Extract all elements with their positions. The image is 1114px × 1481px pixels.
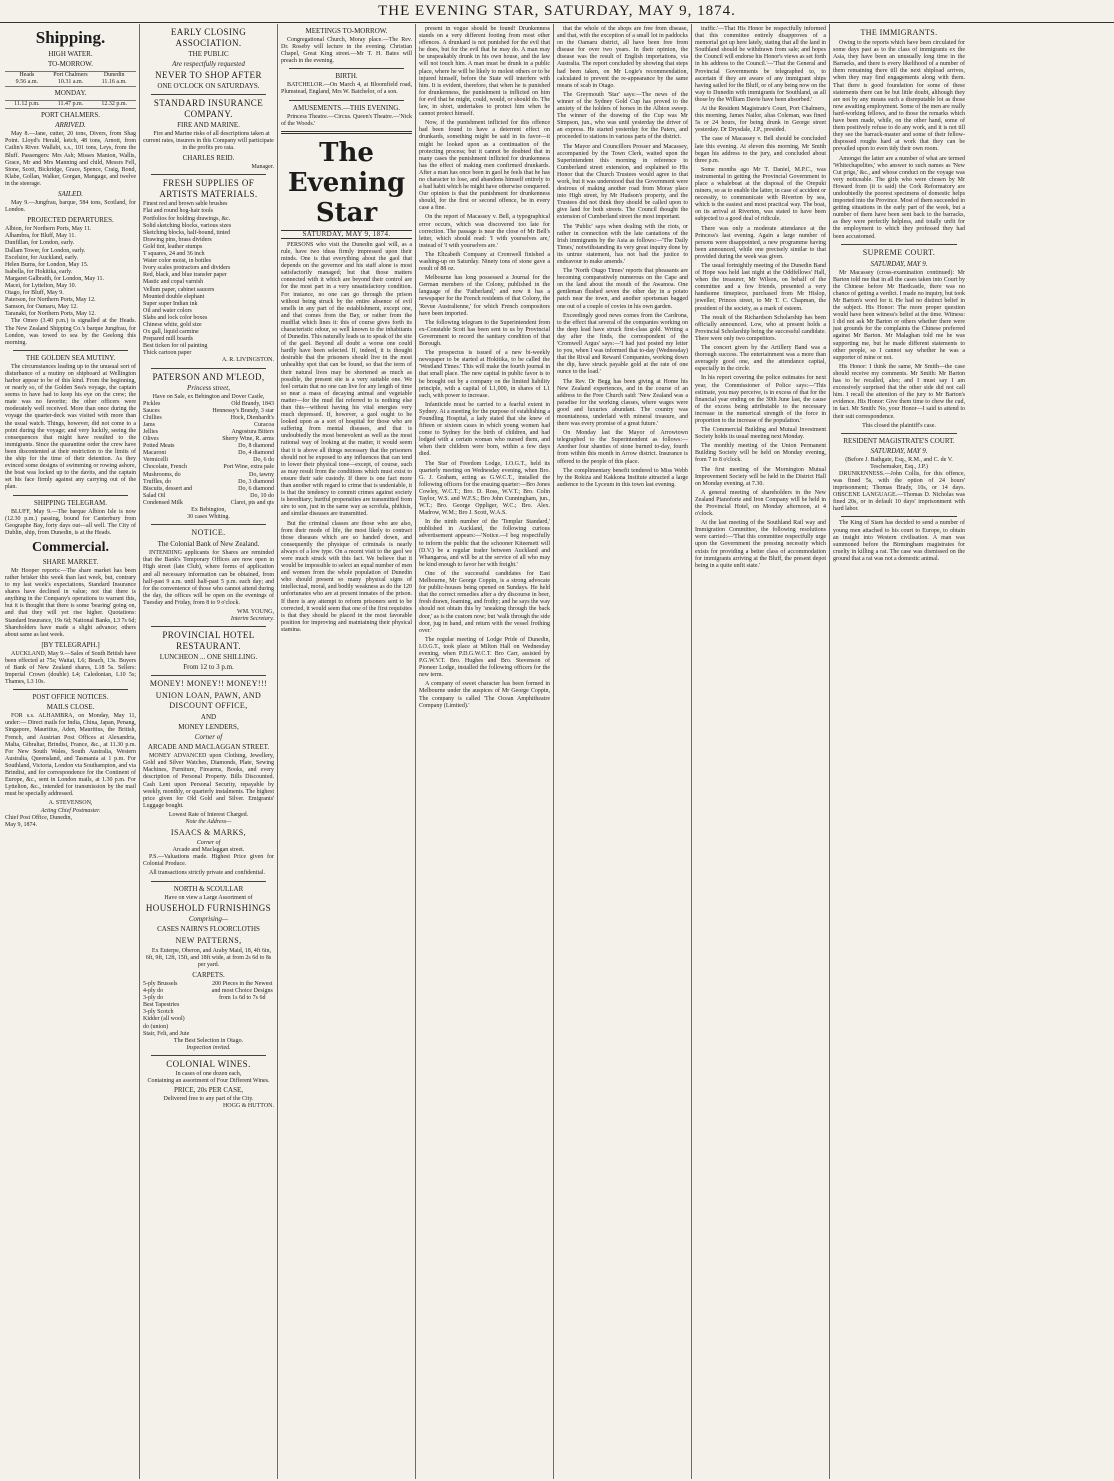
news-paragraph: In the ninth number of the 'Templar Standard,' published in Auckland, the following curious advertisement appears:—'Notice.—I beg respectfully to inform the public that the schooner Kiteemett will (D.V.) be a regular trader between Auckland and Whangaroa, and will be at the service of all who may be kind enough to favor her with freight.' [419, 519, 550, 568]
news-paragraph: The Mayor and Councillors Prosser and Macassey, accompanied by the Town Clerk, waited upon the Superintendent this morning in reference to Cumberland street extension, and explained to His Honor that the Church Trustees would agree to that work, but it was understood that the Government were desirous of making another road from Moray place into High street, by Mr Hudson's property, and the Trustees did not think they should be called upon to give land for both streets. The Council thought the extension of Cumberland street the most important. [557, 143, 688, 221]
list-item: Flat and round hog-hair tools [143, 208, 213, 215]
news-paragraph: The 'North Otago Times' reports that pheasants are becoming comparatively numerous on the Cape and on the land about the mouth of the Awamoa. One gentleman flushed seven the other day in a potato patch near the town, and another sportsman bagged one out of a couple of covies in his own garden. [557, 268, 688, 310]
list-item: 3-ply do [143, 995, 164, 1002]
item-right: Do, 8 diamond [238, 443, 274, 450]
news-paragraph: The following telegram to the Superintendent from ex-Constable Scott has been sent to us by Provincial Government to record the sanitary condition of that Borough. [419, 319, 550, 348]
leader-text: But the criminal classes are those who are also, from their mode of life, the most likely to contract those diseases which are so handed down, and consequently the physique of criminals is nearly always of a low type. On a recent visit to the gaol we were much struck with this fact. We believe that it would be impossible to select an equal number of men and women from the whole population of Dunedin who should present so many physical signs of intellectual, moral, and bodily weakness as do the 120 unfortunates who are at present inmates of the prison. If there is any attempt to reform prisoners sent to be corrected, it would seem that one of the first requisites is that they should be placed in the most favorable position for improving and maintaining their physical stamina. [281, 520, 412, 633]
news-paragraph: Infanticide must be carried to a fearful extent in Sydney. At a meeting for the purpose of establishing a Foundling Hospital, a lady stated that she knew of fifteen or sixteen cases in which young women had come to Sydney for the birth of children, and had lodged with a certain woman who nursed them, and when their children were born, within a few days died. [419, 401, 550, 458]
news-paragraph: The first meeting of the Mornington Mutual Improvement Society will be held in the District Hall on Monday evening, at 7.30. [695, 466, 826, 487]
list-item: Chinese white, gold size [143, 321, 202, 328]
list-item: Vellum paper, cabinet saucers [143, 286, 215, 293]
tide-time: 11.16 a.m. [101, 79, 127, 86]
item-right: Claret, pts and qts [230, 499, 274, 506]
tide-place: Dunedin [103, 72, 125, 78]
news-paragraph: The case of Macassey v. Bell should be concluded late this evening. At eleven this morning, Mr Smith began his address to the jury, and concluded about three p.m. [695, 136, 826, 164]
notice-heading: NOTICE. [191, 528, 226, 538]
news-paragraph: On Monday last the Mayor of Arrowtown telegraphed to the Superintendent as follows:—Another four shanties of stone burned to-day, fourth from within this month in Arrow district. Insurance is offered to the people of this place. [557, 430, 688, 465]
list-item [143, 472, 274, 479]
list-item: 5-ply Brussels [143, 980, 178, 987]
telegram-text: BLUFF, May 9.—The barque Albion Isle is now (12.30 p.m.) passing, bound for Canterbury from Geographe Bay, forty days out—all well. The City of Dublin, ship, from Dunedin, is at the Heads. [5, 508, 136, 536]
paterson-sub: Princess street, [187, 383, 230, 392]
tide-time: 9.56 a.m. [15, 79, 38, 86]
divider [151, 368, 266, 369]
paterson-heading: PATERSON AND M'LEOD, [152, 371, 265, 382]
evening-star-banner: The Evening Star [287, 137, 406, 228]
list-item: Best Tapestries [143, 1002, 180, 1009]
colonial-wines-text: Containing an assortment of Four Different Wines. [147, 1077, 270, 1084]
news-paragraph: There was only a moderate attendance at the Princess's last evening. Again a large number of persons were disappointed, a new programme having been announced, while one precisely similar to that provided during the week was given. [695, 225, 826, 260]
carpet-list [143, 981, 207, 1038]
list-item: Ox gall, liquid carmine [143, 329, 199, 336]
column-advertisements [140, 24, 278, 1479]
list-item: Helen Burns, for London, May 15. [5, 261, 89, 268]
notice-text: INTENDING applicants for Shares are reminded that the Bank's Temporary Offices are now open in High street (late Club), where forms of application and all necessary information can be obtained, from half-past 9 a.m. until half-past 5 p.m. each day; and for the convenience of those who cannot attend during the day, the offices will be open on the evenings of Tuesday and Friday, from 8 to 9 o'clock. [143, 550, 274, 606]
item-left: Jams [143, 421, 155, 428]
list-item [143, 457, 274, 464]
news-paragraph: In his report covering the police estimates for next year, the Commissioner of Police says:—'This estimate, you may perceive, is in excess of that for the financial year ending on the 30th June last, the cause of the excess being attributable to the necessary increase in the numerical strength of the force in proportion to the increase of the population.' [695, 375, 826, 424]
colonial-wines-price: PRICE, 20s PER CASE, [173, 1086, 244, 1095]
paterson-foot: 30 cases Whiting. [187, 514, 230, 521]
divider [841, 516, 957, 517]
leader-text: PERSONS who visit the Dunedin gaol will, as a rule, have two ideas firmly impressed upon their minds. One is that everything about the gaol that depends on the governor and his staff alone is most satisfactorily managed; but that those matters connected with it which are beyond their control are for the most part in a very unsatisfactory condition. For instance, no one can go through the prison without being struck by the entire absence of evil smells in any part of the establishment, except one, and that comes from the Bay, or rather from the mudflat which lines it: this of course gives forth its characteristic odour, so well known to the inhabitants of Dunedin. This naturally leads us to speak of the site of the gaol. Beyond all doubt a worse one could hardly have been selected. If, indeed, it is thought desirable that the prisoners should live in the most unhealthy spot that can be found, so that the term of their natural lives may be shortened as much as possible, the present site is a very suitable one. We feel certain that no one can live for any length of time so near a mass of decaying animal and vegetable matter—for the mud flat referred to is nothing else than this—without having his vital energies very much depressed. If, however, a gaol ought to be looked upon as a sort of hospital for those who are suffering from mental diseases, and that is undoubtedly the most benevolent as well as the most rational way of looking at the matter, it would seem that it is above all things necessary that the prisoners should not be exposed to any influences that can tend to lower their physical tone—except, of course, such as may result from the conditions which must exist to ensure their safe custody. If there is one fact more than another with regard to crime that is undeniable, it is that the tendency to commit crimes against society is hereditary; hurtful propensities are transmitted from sire to son, just in the same way as scrofula, phthisis, and similar diseases are transmitted. [281, 241, 412, 518]
arrived-heading: ARRIVED. [55, 121, 86, 130]
news-paragraph: The King of Siam has decided to send a number of young men attached to his court to Europe, to obtain an insight into Western civilisation. A man was summoned before the Birmingham magistrates for cruelty in killing a rat. The case was dismissed on the ground that a rat was not a domestic animal. [833, 520, 965, 562]
news-paragraph: traffic.'—That His Honor be respectfully informed that this committee entirely disapproves of a memorial got up here lately, stating that all the land in Southland should be withdrawn from sale; and hopes the Council will endorse his Honor's views as set forth in his address to the Council.'—'That the General and Provincial Governments be telegraphed to, to ascertain if they are aware of any immigrant ships having sailed for the Bluff, or of any being now on the way to Dunedin with immigrants for Southland, as all those by the William Davie have been absorbed.' [695, 26, 826, 103]
supreme-court-date: SATURDAY, MAY 9. [870, 259, 928, 268]
list-item [143, 493, 274, 500]
supreme-court-heading: SUPREME COURT. [862, 247, 936, 257]
union-ps: P.S.—Valuations made. Highest Price given for Colonial Produce. [143, 854, 274, 868]
union-corner: Corner of [196, 840, 221, 847]
early-closing-line: NEVER TO SHOP AFTER [155, 70, 262, 80]
divider [151, 174, 266, 175]
divider [289, 68, 404, 69]
news-paragraph: Now, if the punishment inflicted for this offence had been found to have a deterrent effect on drunkards, something might be said in its favor—it might be looked upon as a continuation of the protecting process; but it cannot be doubted that in many cases the punishment inflicted for drunkenness has the effect of making men confirmed drunkards. After a man has once been in gaol he feels that he has no character to lose, and abandons himself entirely to a bad habit which he might have otherwise conquered. Our opinion is that the punishment for drunkenness should, for the first or second offence, be in every case a fine. [419, 120, 550, 212]
union-sub: ARCADE AND MACLAGGAN STREET. [147, 743, 270, 752]
news-paragraph: A company of sweet character has been formed in Melbourne under the auspices of Mr George Coppin, The company is called 'The Ocean Amphitheatre Company (Limited).' [419, 681, 550, 709]
item-right: Do, 10 do [250, 492, 274, 499]
provincial-hotel-heading: PROVINCIAL HOTEL RESTAURANT. [162, 630, 255, 652]
column-leader [278, 24, 416, 1479]
item-right: Hennessy's Brandy, 3 star [212, 407, 274, 414]
news-paragraph: At the last meeting of the Southland Rail way and Immigration Committee, the following resolutions were carried:—'That this committee respectfully urge upon the Government the pressing necessity which exists for providing a better class of accommodation for immigrants arriving at the Bluff, the present depot being in a quite unfit state.' [695, 520, 826, 569]
news-paragraph: A general meeting of shareholders in the New Zealand Pianoforte and Iron Company will be held in the Provincial Hotel, on Monday afternoon, at 4 o'clock. [695, 489, 826, 518]
supreme-court-text: His Honor: I think the same, Mr Smith—the case should receive my comments. Mr Smith: Mr Barton has to be recalled, also; and I must say I am excessively surprised that the other side did not call him. I recall the attention of the jury to Mr Barton's evidence. His Honor: Give them time to chew the cud, in fact. Mr Smith: No, your Honor—I said to attend to their suit correspondence. [833, 363, 965, 420]
list-item: Portfolios for holding drawings, &c. [143, 215, 231, 222]
telegraph-heading: [BY TELEGRAPH.] [41, 640, 100, 649]
news-paragraph: The prospectus is issued of a new bi-weekly newspaper to be started at Hokitika, to be called the 'Westland Times.' This will make the fourth journal in that small place. The new capital in public favor is to be brought out by a company on the limited liability principle, with a capital of L1,000, in shares of L1 each, with power to increase. [419, 350, 550, 399]
list-item [143, 401, 274, 408]
list-item: Isabella, for Hokitika, early. [5, 268, 73, 275]
union-address: Note the Address— [185, 819, 232, 825]
north-scoullar-heading: NORTH & SCOULLAR [173, 884, 244, 893]
divider [281, 131, 412, 134]
colonial-wines-heading: COLONIAL WINES. [166, 1058, 251, 1069]
union-name: ISAACS & MARKS, [170, 828, 247, 838]
item-left: Potted Meats [143, 443, 175, 450]
standard-insurance-signature: CHARLES REID. [182, 154, 235, 163]
item-left: Salad Oil [143, 492, 166, 499]
early-closing-heading: EARLY CLOSING ASSOCIATION. [170, 27, 247, 48]
item-left: Olives [143, 436, 159, 443]
immigrants-text: Owing to the reports which have been circulated for some days past as to the class of immigrants ex the Asia, they have been an unusually long time in the Barracks, and there is every likelihood of a number of them remaining there till the next shipload arrives, when they may find engagements along with them. That there is good foundation for some of these statements there can be but little doubt, although they are not by any means such a disreputable lot as those now awaiting employment. Some of the men are really hard-working fellows, and to those the remarks which have been made, while, on the other hand, some of them positively refuse to do any work, and it is not till they see the barrack-master and some of their fellow-dispossed roughs hard at work that they can be prevailed upon to even tidy their own room. [833, 40, 965, 153]
item-right: Hock, Dienhardt's [230, 414, 274, 421]
list-item [143, 429, 274, 436]
union-sub: MONEY LENDERS, [178, 723, 239, 732]
early-closing-line: ONE O'CLOCK ON SATURDAYS. [157, 82, 260, 90]
column-shipping [2, 24, 140, 1479]
divider [13, 350, 128, 351]
notice-sub: The Colonial Bank of New Zealand. [157, 540, 260, 549]
supreme-court-text: Mr Macassey (cross-examination continued): Mr Barton told me that in all the cases taken into Court by the Chinese before Mr Hardcastle, there was no chance of getting a verdict. I made no inquiry, but took Mr Barton's word for it. He had no distinct belief in the subject. His Honor: The more proper question would have been witness's belief at the time. Witness: I did not ask Mr Barton or others whether there were just grounds for the complaints the Chinese preferred against Mr Barton. Mr Malaghan told me he was supporting me, but he made different statements to other people, so I cannot say whether he was a supporter of mine or not. [833, 269, 965, 361]
news-paragraph: The usual fortnightly meeting of the Dunedin Band of Hope was held last night at the Oddfellows' Hall, when the treasurer, Mr Wilson, on behalf of the committee and a few friends, presented a very handsome timepiece, purchased from Mr Hislop, jeweller, Princes street, to Mr T. C. Chapman, the president of the society, as a mark of esteem. [695, 263, 826, 312]
news-paragraph: The monthly meeting of the Union Permanent Building Society will be held on Monday evening, from 7 to 8 o'clock. [695, 443, 826, 464]
list-item: Samson, for Oamaru, May 12. [5, 304, 78, 311]
list-item: Slabs and lock color boxes [143, 314, 208, 321]
birth-text: BATCHELOR.—On March 4, at Bloomfield road, Plumstead, England, Mrs W. Batchelor, of a son. [281, 82, 412, 96]
money-heading: MONEY! MONEY!! MONEY!!! [149, 679, 268, 689]
departures-heading: PROJECTED DEPARTURES. [27, 216, 114, 225]
union-rate: Lowest Rate of Interest Charged. [168, 811, 249, 818]
item-left: Jellies [143, 429, 158, 435]
news-paragraph: The 'Public' says when dealing with the riots, or rather in connection with the late cantations of the Irish immigrants by the Asia as follows:—'The Daily Times,' notwithstanding its very great inquiry done by its untrue statement, has not had the justice to endeavour to make amends.' [557, 223, 688, 265]
sailed-text: May 9.—Jungfrau, barque, 584 tons, Scotland, for London. [5, 200, 136, 214]
carpet-note: 200 Pieces in the Newest and most Choice Designs from 1s 6d to 7s 6d [211, 980, 273, 1002]
list-item: Drawing pins, brass dividers [143, 236, 212, 243]
news-paragraph: The Star of Freedom Lodge, I.O.G.T., held its quarterly meeting on Wednesday evening, when Bro. G. J. Graham, acting as G.W.C.T., installed the following officers for the ensuing quarter:—Bro Jones Cowley, W.C.T.; Bro. D. Ross, W.V.T.; Bro. Colin Taylor, W.S. and W.F.S.; Bro John Cunningham, jun., W.T.; Bro. George Oppliger, W.C.; Bro. Alex. Madrow, W.M.; Bro J. Scott, W.A.S. [419, 460, 550, 517]
divider [841, 244, 957, 245]
amusements-text: Princess Theatre.—Circus. Queen's Theatre.—'Nick of the Woods.' [281, 113, 412, 127]
colonial-wines-delivery: Delivered free to any part of the City. [163, 1096, 254, 1103]
news-paragraph: The Greymouth 'Star' says:—The news of the winner of the Sydney Gold Cup has proved to the anxiety of the holders of horses in the Albion sweep. The winner of the drawing of the Cup was Mr Simpson, jun., who was until yesterday the driver of an express. He started yesterday for the Paters, and proceeded to stations in various parts of the district. [557, 91, 688, 141]
list-item [143, 450, 274, 457]
news-paragraph: The concert given by the Artillery Band was a thorough success. The entertainment was a more than averagely good one, and the attendance capital, especially in the circle. [695, 345, 826, 373]
item-left: Mushrooms, do [143, 471, 181, 478]
standard-insurance-sub: FIRE AND MARINE. [177, 121, 240, 129]
news-paragraph: Melbourne has long possessed a Journal for the German members of the Colony, published in the language of the 'Fatherland,' and now it has a newspaper for the French residents of that Colony, the 'Revue Australienne,' for which French compositors have been imported. [419, 275, 550, 317]
item-right: Sherry Wine, R. arms [222, 436, 274, 443]
item-left: Macaroni [143, 450, 166, 457]
carpet-inspection: Inspection invited. [186, 1044, 231, 1051]
tide-time: 11.12 p.m. [14, 101, 40, 108]
list-item: Mounted double elephant [143, 293, 205, 300]
standard-insurance-text: Fire and Marine risks of all descriptions taken at current rates, insurers in this Company will participate in the profits pro rata. [143, 131, 274, 152]
list-item [143, 422, 274, 429]
divider [151, 524, 266, 525]
rm-court-date: SATURDAY, MAY 9. [870, 446, 928, 455]
rm-court-bench: (Before J. Bathgate, Esq., R.M., and C. de V. Teschemaker, Esq., J.P.) [845, 456, 953, 470]
list-item: 3-ply Scotch [143, 1009, 174, 1016]
colonial-wines-text: In cases of one dozen each, [175, 1070, 242, 1077]
list-item: Solid sketching blocks, various sizes [143, 222, 232, 229]
high-water-heading: HIGH WATER. [48, 50, 93, 58]
column-news-3 [692, 24, 830, 1479]
sailed-heading: SAILED. [57, 190, 84, 199]
standard-insurance-heading: STANDARD INSURANCE COMPANY. [153, 98, 264, 119]
early-closing-line: THE PUBLIC [188, 50, 229, 58]
fresh-supplies-list [143, 201, 274, 357]
list-item: do (union) [143, 1023, 169, 1030]
news-paragraph: The result of the Richardson Scholarship has been officially announced. Low, who at present holds a Provincial Scholarship being the successful candidate. There were only two competitors. [695, 314, 826, 342]
telegraph-text: AUCKLAND, May 9.—Sales of South British have been effected at 75s; Waitai, L6; Beach, 13s. Buyers of Bank of New Zealand shares, L18 5s. Sellers: Imperial Crown (double) L4; Caledonian, L10 5s; Thames, L3 10s. [5, 650, 136, 686]
post-signature-role: Acting Chief Postmaster. [40, 807, 101, 814]
carpets-heading: CARPETS. [192, 970, 225, 979]
news-paragraph: At the Resident Magistrate's Court, Port Chalmers, this morning, James Nailor, alias Coleman, was fined 5s or 24 hours, for being drunk in George street yesterday. Dr Drysdale, J.P., presided. [695, 106, 826, 134]
telegram-heading: SHIPPING TELEGRAM. [34, 498, 107, 507]
list-item: Paterson, for Northern Ports, May 12. [5, 297, 96, 304]
list-item: 4-ply do [143, 988, 164, 995]
birth-heading: BIRTH. [335, 72, 358, 81]
page-columns [2, 24, 1112, 1479]
news-paragraph: The Elizabeth Company at Cromwell finished a washing-up on Saturday. Ninety tons of stone gave a result of 88 oz. [419, 251, 550, 273]
post-date: May 9, 1874. [5, 821, 37, 828]
divider [151, 675, 266, 676]
household-text: Ex Euterpe, Oberon, and Araby Maid, 18, 4ft 6in, 6ft, 9ft, 12ft, 15ft, and 18ft wide, at from 2s 6d to 8s per yard. [145, 947, 272, 968]
list-item: Dunfillan, for London, early. [5, 240, 75, 247]
union-street: Arcade and Maclaggan street. [172, 847, 245, 854]
meetings-text: Congregational Church, Moray place.—The Rev. Dr. Roseby will lecture in the evening. Christian Chapel, Great King street.—Mr T. H. Bates will preach in the evening. [281, 37, 412, 65]
colonial-wines-signature: HOGG & HUTTON. [222, 1103, 274, 1110]
shipping-notes: The Omeo (3.40 p.m.) is signalled at the Heads. The New Zealand Shipping Co.'s barque Jungfrau, for London, was towed to sea by the Geelong this morning. [5, 318, 136, 346]
list-item: Stair, Felt, and Jute [143, 1030, 190, 1037]
item-right: Curacoa [254, 421, 274, 428]
list-item: Finest red and brown sable brushes [143, 201, 228, 208]
early-closing-line: Are respectfully requested [172, 60, 245, 68]
news-paragraph: On the report of Macassey v. Bell, a typographical error occurs, which was discovered too late for correction. The passage is near the close of Mr Bell's letter, which should read: 'I with yourselves are,' instead of 'I with yourselves are.' [419, 214, 550, 249]
carpet-block [143, 981, 274, 1038]
tide-cell [5, 72, 49, 86]
list-item: Red, black, and blue transfer paper [143, 272, 227, 279]
item-right: Old Brandy, 1843 [231, 400, 274, 407]
divider [13, 689, 128, 690]
tide-monday: MONDAY. [54, 89, 87, 98]
dateline: SATURDAY, MAY 9, 1874. [281, 230, 412, 239]
list-item: Sketching blocks, half-bound, tinted [143, 229, 231, 236]
rm-court-heading: RESIDENT MAGISTRATE'S COURT. [843, 436, 955, 445]
column-news-1 [416, 24, 554, 1479]
list-item [143, 436, 274, 443]
carpet-selection: The Best Selection in Otago. [173, 1037, 244, 1044]
tide-time: 11.47 p.m. [57, 101, 84, 108]
column-news-2 [554, 24, 692, 1479]
divider [841, 433, 957, 434]
divider [13, 495, 128, 496]
list-item: Mastic and copal varnish [143, 279, 204, 286]
tide-time: 12.32 p.m. [101, 101, 128, 108]
notice-signature: WM. YOUNG, [237, 608, 274, 615]
mutiny-heading: THE GOLDEN SEA MUTINY. [25, 353, 116, 362]
news-paragraph: The Rev. Dr Begg has been giving at Home his New Zealand experiences, and in the course of an address to the Free Church said: 'New Zealand was a paradise for the working classes, where wages were good and luxuries abundant. The country was mountainous, underlaid with mineral treasure, and there was every promise of a great future.' [557, 378, 688, 428]
departures-list [5, 226, 136, 318]
union-confidential: All transactions strictly private and confidential. [149, 870, 265, 877]
union-sub: AND [200, 713, 217, 722]
list-item: Super super Indian ink [143, 300, 198, 307]
mails-close-heading: MAILS CLOSE. [46, 703, 95, 712]
item-left: Sauces [143, 407, 160, 414]
paterson-foot: Ex Bebington, [191, 507, 226, 514]
tide-cell [49, 72, 93, 86]
share-market-heading: SHARE MARKET. [42, 557, 99, 566]
item-left: Pickles [143, 400, 161, 407]
list-item [143, 500, 274, 507]
item-right: Do, 6 do [253, 457, 274, 464]
item-left: Truffles, do [143, 478, 172, 485]
list-item: Alhambra, for Bluff, May 11. [5, 233, 76, 240]
list-item [143, 408, 274, 415]
post-place: Chief Post Office, Dunedin, [5, 814, 73, 821]
list-item: Prepared mill boards [143, 336, 193, 343]
item-left: Biscuits, dessert and [143, 485, 193, 492]
immigrants-text: Amongst the latter are a number of what are termed 'Whitechapelites,' who answer to such names as 'New Cut prigs,' &c., and whose conduct on the voyage was very noticeable. The girls who were chosen by Mr Howard from (it is said) the Cork Reformatory are undoubtedly the poorest specimens of domestic helps imported into the Province. Most of them succeeded in getting situations in the early part of the week, but a number of them have been sent back to the barracks, as they were perfectly helpless, and totally unfit for the employment to which they professed they had been accustomed. [833, 155, 965, 240]
item-right: Do, 4 diamond [238, 450, 274, 457]
list-item: T squares, 24 and 36 inch [143, 251, 205, 258]
list-item [143, 464, 274, 471]
paterson-list [143, 401, 274, 507]
list-item [143, 479, 274, 486]
tide-place: Port Chalmers [53, 72, 88, 78]
list-item: Margaret Galbraith, for London, May 11. [5, 275, 104, 282]
union-text: MONEY ADVANCED upon Clothing, Jewellery, Gold and Silver Watches, Diamonds, Plate, Sewing Machines, Furniture, Firearms, Books, and every description of Personal Property. Bills Discounted. Cash Lent upon Personal Security, repayable by weekly, monthly, or quarterly instalments. The highest price given for Old Gold and Silver. Emigrants' Luggage bought. [143, 753, 274, 809]
list-item: Kidder (all wool) [143, 1016, 185, 1023]
divider [151, 626, 266, 627]
immigrants-heading: THE IMMIGRANTS. [860, 28, 938, 37]
port-heading: PORT CHALMERS. [41, 111, 100, 120]
news-paragraph: that the whole of the shops are free from disease, and that, with the exception of a small lot in paddocks on the Oamaru district, all have been free from disease for over two years. In their opinion, the disease was the result of English importations, via Australia. The report concluded by showing that steps had been taken, on Mr Logie's recommendation, calculated to prevent the re-appearance by the same means of scab in Otago. [557, 26, 688, 89]
household-cases: CASES NAIRN'S FLOORCLOTHS [157, 924, 260, 933]
item-left: Vermicelli [143, 457, 168, 464]
standard-insurance-role: Manager. [251, 164, 274, 171]
divider [151, 94, 266, 95]
item-right: Do, 3 diamond [238, 478, 274, 485]
item-right: Angostura Bitters [231, 429, 274, 435]
amusements-heading: AMUSEMENTS.—THIS EVENING. [292, 103, 401, 112]
news-paragraph: Some months ago Mr T. Daniel, M.P.C., was instrumental in getting the Provincial Government to place a whaleboat at the disposal of the Orepuki miners, so as to enable the latter, in case of accident or necessity, to communicate with Riverton by sea, which is the easiest and most practical way. The boat, on its arrival at Riverton, was stated to have been subjected to a good deal of ridicule. [695, 166, 826, 223]
list-item: Oil and water colors [143, 307, 192, 314]
list-item [143, 486, 274, 493]
divider [151, 1055, 266, 1056]
share-market-text: Mr Hooper reports:—The share market has been rather brisker this week than last week, but, contrary to my last week's expectations, Standard Insurance shares have declined in value; not that there is anything in the Company's operations to warrant this, but it is thought that there is some 'bearing' going on, and that they will yet rise higher. Quotations: Standard Insurance, 19s 6d; National Banks, L3 7s 6d; Shareholders have made a slight advance; others about same as last week. [5, 567, 136, 638]
union-heading: UNION LOAN, PAWN, AND DISCOUNT OFFICE, [155, 691, 262, 711]
divider [151, 881, 266, 882]
post-office-heading: POST OFFICE NOTICES. [32, 693, 109, 702]
list-item: Taranaki, for Northern Ports, May 12. [5, 311, 96, 318]
shipping-heading: Shipping. [35, 28, 106, 47]
item-left: Chillies [143, 414, 162, 421]
news-paragraph: One of the successful candidates for East Melbourne, Mr George Coppin, is a strong advocate for public-houses being opened on Sundays. He held that the correct remedies after a dry discourse in beer, fresh drawn, foaming, and frothy; and he says the way should not obtain this by 'sneaking through the back door,' as is the custom now; but 'walk through the side door, jug in hand, and return with the vessel frothing over.' [419, 570, 550, 634]
list-item: Best ticken for oil painting [143, 343, 208, 350]
item-left: Condensed Milk [143, 499, 183, 506]
news-paragraph: The complimentary benefit tendered to Miss Webb by the Rokiza and Kakkona Institute attracted a large audience to the Lyceum in this town last evening. [557, 467, 688, 488]
tide-time: 10.31 a.m. [57, 79, 84, 86]
divider [289, 100, 404, 101]
list-item [143, 443, 274, 450]
list-item: Ivory scales protractors and dividers [143, 265, 231, 272]
union-sub: Corner of [194, 733, 223, 742]
list-item: Gold tint, leather stumps [143, 243, 203, 250]
list-item: Dallam Tower, for London, early. [5, 247, 86, 254]
fresh-supplies-signature: A. R. LIVINGSTON. [221, 357, 274, 364]
list-item: Excelsior, for Auckland, early. [5, 254, 79, 261]
paterson-text: Have on Sale, ex Bebington and Dover Castle, [152, 393, 265, 400]
list-item: Water color moist, in bottles [143, 258, 212, 265]
news-paragraph: The Commercial Building and Mutual Investment Society holds its usual meeting next Monday. [695, 427, 826, 441]
tide-table-am [5, 71, 136, 87]
north-scoullar-text: Have on view a Large Assortment of [164, 894, 253, 901]
supreme-court-close: This closed the plaintiff's case. [862, 422, 936, 429]
news-paragraph: present in vogue should be found! Drunkenness stands on a very different footing from most other offences. A drunkard is not punished for the evil that he does, but for the evil that he may do. A man may be unspeakably drunk in his own house, and the law will not touch him. A man must be drunk in a public place, where he will be likely to molest others or to be injured himself, before the State will interfere with him. It is evident, therefore, that when he is punished for drunkenness, the punishment is inflicted on him for evil that he might, could, would, or should do. The law, in short, undertakes to protect him when he cannot protect himself. [419, 26, 550, 118]
post-office-text: FOR s.s. ALHAMBRA, on Monday, May 11, under:— Direct mails for India, China, Japan, Penang, Singapore, Mauritius, Aden, Mauritius, the British, French, and Austrian Post Offices at Alexandria, Malta, Gibraltar, Brindisi, France, &c., at 11.30 p.m. For New South Wales, South Australia, Western Australia, Queensland, and Tasmania at 1 p.m. For Southland, Victoria, London via Southampton, and via Brindisi, and for correspondence for the Continent of Europe, &c., sent in London mails, at 1.30 p.m. For Lyttelton, &c., intended for transmission by the mail must be specially addressed. [5, 713, 137, 798]
mutiny-text: The circumstances leading up to the unusual sort of disturbance of a mutiny on shipboard at Wellington harbor appear to be of this kind. From the beginning, or nearly so, of the Golden Sea's voyage, the captain seems to have had to keep his eye on the crew; the mate was no favorite; the other officers were moderately well received. More than once during the voyage the quarter-deck was visited with more than the usual watch. Things, however, did not come to a point during the voyage; and very luckily, seeing the consequences that might have resulted to the immigrants. Since the quarantine order the crew have been discontented at their restriction to the limits of the ship for the time of their detention. As they evinced some designs of swimming or rowing ashore, the boat was locked up to the davits, and the captain set his face firmly against any carrying out of the plan. [5, 363, 136, 491]
rm-court-text: DRUNKENNESS.—John Collis, for this offence, was fined 5s, with the option of 24 hours' imprisonment; Thomas Brady, 10s, or 14 days. OBSCENE LANGUAGE.—Thomas D. Nicholas was fined 20s, or in default 10 days' imprisonment with hard labor. [833, 470, 965, 513]
fresh-supplies-heading: FRESH SUPPLIES OF ARTISTS MATERIALS. [159, 178, 258, 200]
item-right: Port Wine, extra pale [223, 464, 274, 471]
list-item: Albion, for Northern Ports, May 11. [5, 226, 92, 233]
tide-place: Heads [19, 72, 35, 78]
household-sub: Comprising— [188, 914, 229, 923]
item-left: Chocolate, French [143, 464, 187, 471]
item-right: Do, 6 diamond [238, 485, 274, 492]
column-immigrants-court [830, 24, 968, 1479]
list-item: Thick cartoon paper [143, 350, 192, 357]
tide-cell [92, 72, 136, 86]
tide-table-pm [5, 100, 136, 109]
news-paragraph: Exceedingly good news comes from the Cardrona, to the effect that several of the companies working on the deep lead have struck first-class gold. Writing a day after the finds, the correspondent of the 'Cromwell Argus' says:—'I had just posted my letter to you, when I was informed that to-day (Wednesday) that the Rival and Reward Companies, working down the dip, have struck payable gold at the rate of one ounce to the load.' [557, 312, 688, 376]
household-heading: HOUSEHOLD FURNISHINGS [145, 902, 272, 913]
list-item [143, 415, 274, 422]
household-new: NEW PATTERNS, [175, 935, 242, 945]
list-item: Otago, for Bluff, May 9. [5, 290, 64, 297]
item-right: Do, tawny [249, 471, 274, 478]
list-item: Macei, for Lyttelton, May 10. [5, 282, 77, 289]
masthead: THE EVENING STAR, SATURDAY, MAY 9, 1874. [0, 0, 1114, 23]
meetings-heading: MEETINGS TO-MORROW. [305, 27, 388, 35]
tide-tomorrow: TO-MORROW. [48, 60, 93, 68]
arrived-text: May 8.—Jane, cutter, 20 tons, Divers, from Shag Point. Lloyd's Herald, ketch, 48 tons, Arnott, from Catlin's River. Wallabi, s.s., 101 tons, Leys, from the Bluff. Passengers: Mrs Ash; Misses Manion, Wallis, Grace, Mr and Mrs Manning and child, Messrs Fell, Stone, Scott, Bickridge, Grace, Spence, Craig, Bond, Klabe, Gollan, Walker, Gorgan, Mangage, and twelve in the steerage. [5, 131, 136, 187]
news-paragraph: The regular meeting of Lodge Pride of Dunedin, I.O.G.T., took place at Milton Hall on Wednesday evening, when P.D.G.W.C.T. Bro Carr, assisted by P.G.W.V.T. Bro. Hughes and Bro. Stevenson of Pioneer Lodge, installed the following officers for the new term. [419, 636, 550, 679]
post-signature: A. STEVENSON, [48, 800, 93, 807]
provincial-lunch: LUNCHEON ... ONE SHILLING. [159, 653, 258, 662]
notice-role: Interim Secretary. [230, 616, 274, 623]
commercial-heading: Commercial. [31, 539, 110, 555]
provincial-time: From 12 to 3 p.m. [183, 663, 234, 672]
